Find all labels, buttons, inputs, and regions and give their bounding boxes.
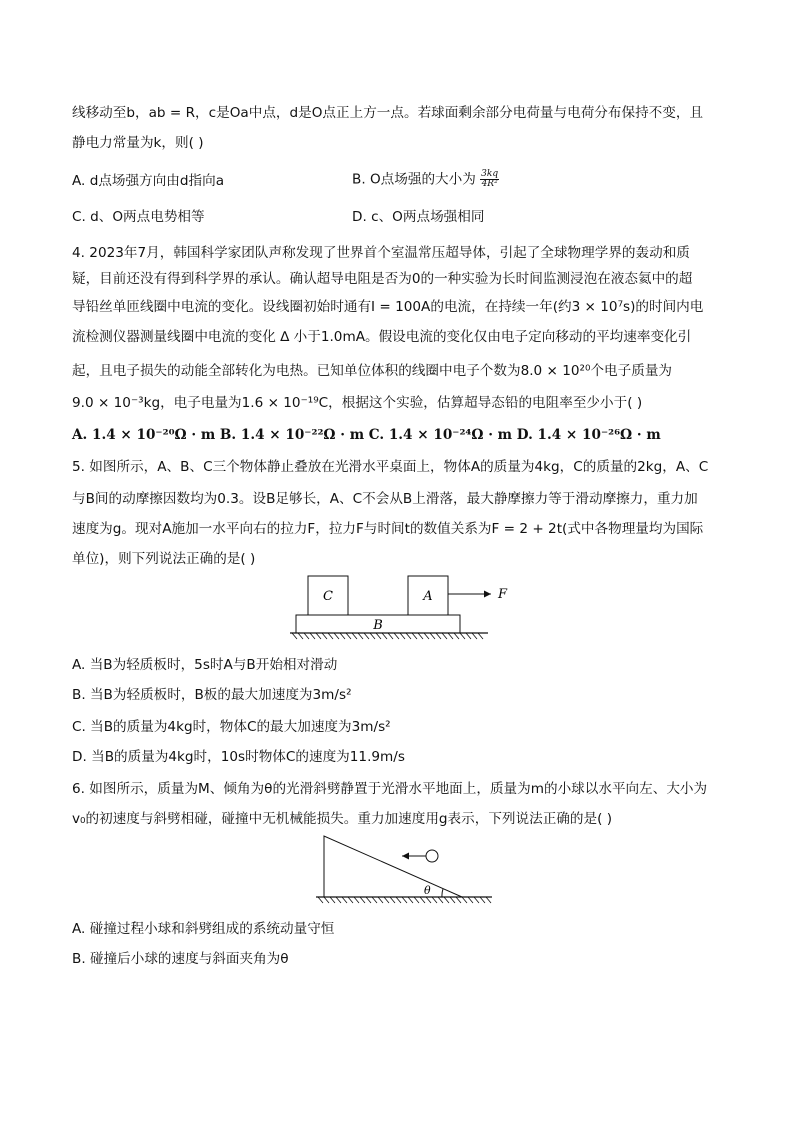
hatch-mark: [372, 897, 377, 903]
hatch-mark: [384, 897, 389, 903]
q5-block-diagram: [286, 572, 508, 644]
hatch-mark: [336, 897, 341, 903]
q5-text-line-3: 速度为g。现对A施加一水平向右的拉力F，拉力F与时间t的数值关系为F = 2 + 2t(式中各物理量均为国际: [72, 521, 704, 537]
hatch-mark: [412, 633, 417, 639]
q4-text-line-4: 流检测仪器测量线圈中电流的变化 ∆ 小于1.0mA。假设电流的变化仅由电子定向移动的平均速率变化引: [72, 329, 692, 345]
q6-option-b: B. 碰撞后小球的速度与斜面夹角为θ: [72, 951, 289, 967]
q5-text-line-1: 5. 如图所示，A、B、C三个物体静止叠放在光滑水平桌面上，物体A的质量为4kg，C的质量的2kg，A、C: [72, 459, 709, 475]
hatch-mark: [360, 897, 365, 903]
hatch-mark: [442, 633, 447, 639]
q5-text-line-4: 单位)，则下列说法正确的是( ): [72, 551, 256, 567]
force-label: F: [498, 587, 508, 602]
hatch-mark: [334, 633, 339, 639]
hatch-mark: [324, 897, 329, 903]
hatch-mark: [342, 897, 347, 903]
hatch-mark: [316, 633, 321, 639]
q5-option-d: D. 当B的质量为4kg时，10s时物体C的速度为11.9m/s: [72, 749, 405, 765]
q4-text-line-5: 起，且电子损失的动能全部转化为电热。已知单位体积的线圈中电子个数为8.0 × 10²⁰个电子质量为: [72, 363, 673, 379]
arrow-head-icon: [402, 853, 409, 860]
q3-option-a: A. d点场强方向由d指向a: [72, 173, 225, 189]
hatch-mark: [430, 633, 435, 639]
hatch-mark: [390, 897, 395, 903]
hatch-mark: [354, 897, 359, 903]
angle-arc: [442, 889, 443, 897]
hatch-mark: [418, 633, 423, 639]
q4-text-line-1: 4. 2023年7月，韩国科学家团队声称发现了世界首个室温常压超导体，引起了全球物理学界的轰动和质: [72, 245, 690, 261]
q4-text-line-3: 导铅丝单匝线圈中电流的变化。设线圈初始时通有I = 100A的电流，在持续一年(约3 × 10⁷s)的时间内电: [72, 299, 704, 315]
hatch-mark: [378, 897, 383, 903]
ball: [426, 850, 438, 862]
hatch-mark: [468, 897, 473, 903]
hatch-mark: [466, 633, 471, 639]
q3-option-c: C. d、O两点电势相等: [72, 209, 205, 225]
q3-option-b-fraction: [480, 170, 499, 189]
hatch-mark: [460, 633, 465, 639]
hatch-mark: [394, 633, 399, 639]
q5-text-line-2: 与B间的动摩擦因数均为0.3。设B足够长，A、C不会从B上滑落，最大静摩擦力等于滑动摩擦力，重力加: [72, 491, 698, 507]
hatch-mark: [432, 897, 437, 903]
hatch-mark: [318, 897, 323, 903]
hatch-mark: [322, 633, 327, 639]
wedge: [324, 836, 462, 897]
hatch-mark: [292, 633, 297, 639]
q6-text-line-1: 6. 如图所示，质量为M、倾角为θ的光滑斜劈静置于光滑水平地面上，质量为m的小球以水平向左、大小为: [72, 781, 708, 797]
hatch-mark: [480, 897, 485, 903]
hatch-mark: [424, 633, 429, 639]
hatch-mark: [388, 633, 393, 639]
hatch-mark: [448, 633, 453, 639]
arrow-head-icon: [484, 591, 491, 598]
hatch-mark: [310, 633, 315, 639]
hatch-mark: [456, 897, 461, 903]
q3-option-b: [352, 170, 499, 189]
q6-text-line-2: v₀的初速度与斜劈相碰，碰撞中无机械能损失。重力加速度用g表示，下列说法正确的是( ): [72, 811, 613, 827]
q3-text-line-1: 线移动至b，ab = R，c是Oa中点，d是O点正上方一点。若球面剩余部分电荷量与电荷分布保持不变，且: [72, 105, 704, 121]
q4-text-line-6: 9.0 × 10⁻³kg，电子电量为1.6 × 10⁻¹⁹C，根据这个实验，估算超导态铅的电阻率至少小于( ): [72, 395, 643, 411]
angle-theta-label: θ: [424, 884, 431, 897]
hatch-mark: [450, 897, 455, 903]
hatch-mark: [304, 633, 309, 639]
block-a-label: A: [423, 589, 433, 604]
hatch-mark: [438, 897, 443, 903]
hatch-mark: [462, 897, 467, 903]
fraction-denominator: 4R²: [481, 179, 498, 189]
q4-text-line-2: 疑，目前还没有得到科学界的承认。确认超导电阻是否为0的一种实验为长时间监测浸泡在液态氦中的超: [72, 271, 693, 287]
hatch-mark: [472, 633, 477, 639]
q3-option-d: D. c、O两点场强相同: [352, 209, 485, 225]
q3-option-b-label: B. O点场强的大小为: [352, 171, 476, 188]
hatch-mark: [346, 633, 351, 639]
hatch-mark: [408, 897, 413, 903]
hatch-mark: [370, 633, 375, 639]
hatch-mark: [486, 897, 491, 903]
hatch-mark: [420, 897, 425, 903]
q6-option-a: A. 碰撞过程小球和斜劈组成的系统动量守恒: [72, 921, 335, 937]
fraction-numerator: 3kq: [481, 169, 499, 179]
hatch-mark: [382, 633, 387, 639]
hatch-mark: [376, 633, 381, 639]
hatch-mark: [328, 633, 333, 639]
hatch-mark: [402, 897, 407, 903]
q6-wedge-diagram: [316, 832, 498, 906]
hatch-mark: [444, 897, 449, 903]
ground-hatching: [292, 633, 483, 639]
hatch-mark: [400, 633, 405, 639]
hatch-mark: [436, 633, 441, 639]
hatch-mark: [454, 633, 459, 639]
hatch-mark: [298, 633, 303, 639]
hatch-mark: [406, 633, 411, 639]
hatch-mark: [414, 897, 419, 903]
block-c-label: C: [323, 589, 333, 604]
board-b-label: B: [373, 618, 383, 633]
hatch-mark: [396, 897, 401, 903]
hatch-mark: [330, 897, 335, 903]
hatch-mark: [478, 633, 483, 639]
q4-options: A. 1.4 × 10⁻²⁰Ω · m B. 1.4 × 10⁻²²Ω · m C. 1.4 × 10⁻²⁴Ω · m D. 1.4 × 10⁻²⁶Ω · m: [72, 427, 661, 443]
hatch-mark: [426, 897, 431, 903]
hatch-mark: [474, 897, 479, 903]
hatch-mark: [348, 897, 353, 903]
q5-option-b: B. 当B为轻质板时，B板的最大加速度为3m/s²: [72, 687, 352, 703]
ground-hatching: [318, 897, 491, 903]
hatch-mark: [364, 633, 369, 639]
hatch-mark: [366, 897, 371, 903]
hatch-mark: [358, 633, 363, 639]
q5-option-a: A. 当B为轻质板时，5s时A与B开始相对滑动: [72, 657, 338, 673]
hatch-mark: [352, 633, 357, 639]
q3-text-line-2: 静电力常量为k，则( ): [72, 135, 204, 151]
q5-option-c: C. 当B的质量为4kg时，物体C的最大加速度为3m/s²: [72, 719, 391, 735]
hatch-mark: [340, 633, 345, 639]
